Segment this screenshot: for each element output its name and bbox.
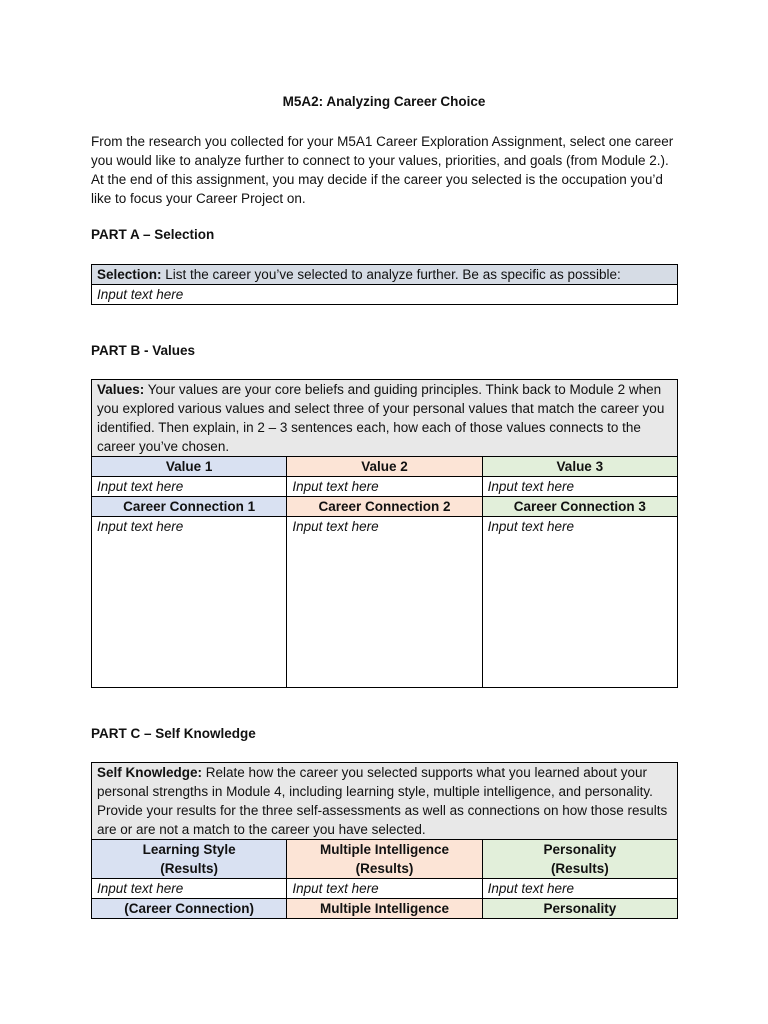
part-a-heading: PART A – Selection (91, 227, 215, 242)
intro-paragraph: From the research you collected for your M5A1 Career Exploration Assignment, select one career you would like to analyze further to connect to your values, priorities, and goals (from Module 2.). At the end of this assignment, you may decide if the career you selected is the occupation you’d like to focus your Career Project on. (91, 134, 674, 206)
learning-style-input[interactable]: Input text here (92, 879, 287, 899)
selection-prompt: List the career you’ve selected to analyze further. Be as specific as possible: (161, 267, 621, 282)
multiple-intelligence-header (287, 840, 482, 879)
career-connection-1-input[interactable]: Input text here (92, 517, 287, 688)
document-title: M5A2: Analyzing Career Choice (282, 94, 486, 109)
selection-input[interactable]: Input text here (92, 285, 678, 305)
value-2-input[interactable]: Input text here (287, 477, 482, 497)
personality-header (482, 840, 677, 879)
self-knowledge-prompt: Relate how the career you selected supports what you learned about your personal strengths in Module 4, including learning style, multiple intelligence, and personality. Provide your results for the three self-assessments as well as connections on how those results are or are not a match to the career you have selected. (97, 765, 668, 837)
value-1-header: Value 1 (92, 457, 287, 477)
career-connection-2-input[interactable]: Input text here (287, 517, 482, 688)
part-c-heading: PART C – Self Knowledge (91, 726, 256, 741)
selection-label: Selection: (97, 267, 162, 282)
personality-header-line2: (Results) (550, 861, 609, 876)
multiple-intelligence-connection-header: Multiple Intelligence (287, 899, 482, 919)
value-3-input[interactable]: Input text here (482, 477, 677, 497)
learning-style-header (92, 840, 287, 879)
multiple-intelligence-header-line1: Multiple Intelligence (319, 842, 449, 857)
self-knowledge-table (91, 762, 678, 919)
part-b-heading: PART B - Values (91, 343, 196, 358)
values-prompt-cell (92, 380, 678, 457)
selection-prompt-cell (92, 265, 678, 285)
career-connection-1-header: Career Connection 1 (92, 497, 287, 517)
learning-style-connection-header: (Career Connection) (92, 899, 287, 919)
self-knowledge-label: Self Knowledge: (97, 765, 203, 780)
selection-table (91, 264, 678, 305)
personality-connection-header: Personality (482, 899, 677, 919)
career-connection-3-header: Career Connection 3 (482, 497, 677, 517)
learning-style-header-line2: (Results) (160, 861, 219, 876)
multiple-intelligence-header-line2: (Results) (355, 861, 414, 876)
value-3-header: Value 3 (482, 457, 677, 477)
values-prompt: Your values are your core beliefs and guiding principles. Think back to Module 2 when you explored various values and select three of your personal values that match the career you identified. Then explain, in 2 – 3 sentences each, how each of those values connects to the career you’ve chosen. (97, 382, 665, 454)
personality-input[interactable]: Input text here (482, 879, 677, 899)
learning-style-header-line1: Learning Style (142, 842, 236, 857)
values-label: Values: (97, 382, 145, 397)
career-connection-3-input[interactable]: Input text here (482, 517, 677, 688)
value-1-input[interactable]: Input text here (92, 477, 287, 497)
self-knowledge-prompt-cell (92, 763, 678, 840)
multiple-intelligence-input[interactable]: Input text here (287, 879, 482, 899)
values-table (91, 379, 678, 688)
personality-header-line1: Personality (543, 842, 617, 857)
career-connection-2-header: Career Connection 2 (287, 497, 482, 517)
value-2-header: Value 2 (287, 457, 482, 477)
